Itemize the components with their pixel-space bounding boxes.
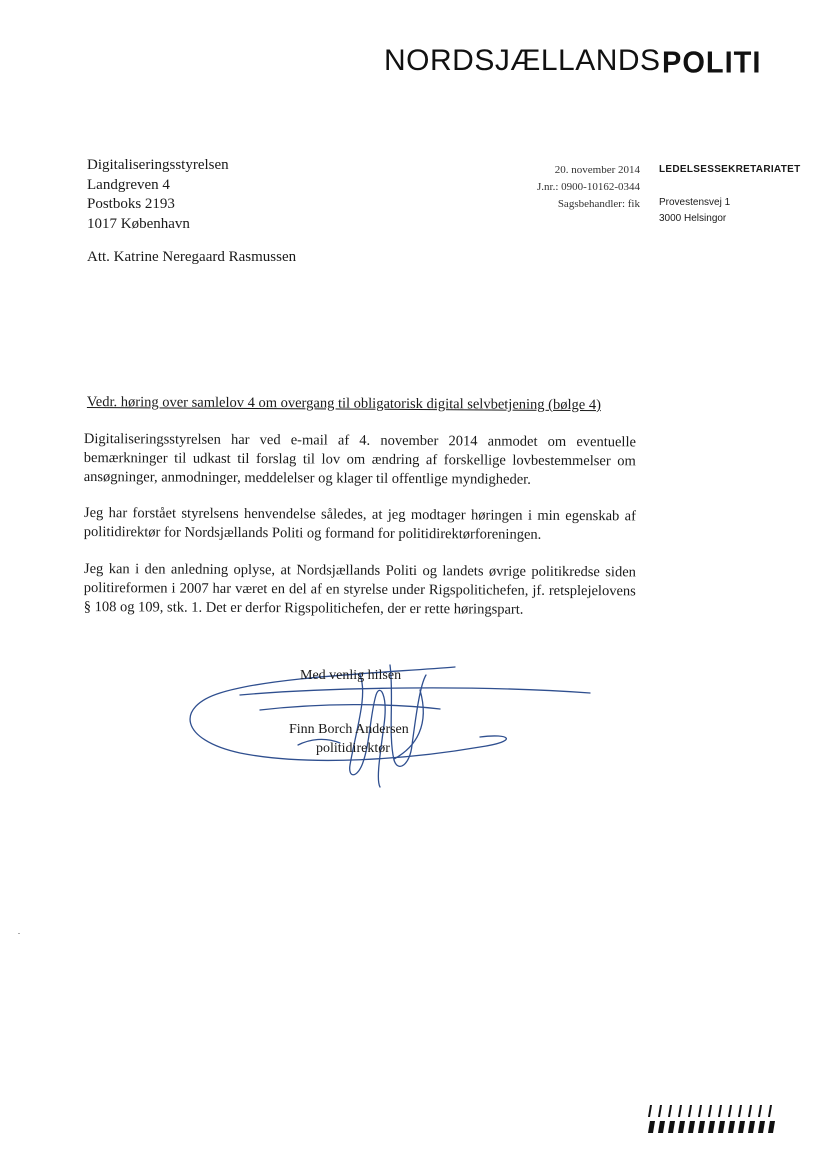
closing-greeting: Med venlig hilsen xyxy=(300,668,402,683)
barcode-icon xyxy=(647,1105,779,1135)
signer-name: Finn Borch Andersen xyxy=(289,722,409,737)
journal-number: J.nr.: 0900-10162-0344 xyxy=(537,181,640,193)
body-paragraph: Jeg kan i den anledning oplyse, at Nordsjællands Politi og landets øvrige politikredse siden politireformen i 2007 har været en del af en styrelse under Rigspolitichefen, jf. retsplejelovens § 108 og 109, stk. 1. Det er derfor Rigspolitichefen, der er rette høringspart. xyxy=(83,561,636,618)
letter-meta xyxy=(470,162,640,213)
recipient-line: Digitaliseringsstyrelsen xyxy=(87,157,229,173)
case-handler: Sagsbehandler: fik xyxy=(557,198,640,210)
body-paragraph: Digitaliseringsstyrelsen har ved e-mail af 4. november 2014 anmodet om eventuelle bemærkninger til udkast til forslag til lov om ændring af forskellige lovbestemmelser om ansøgninger, anmodninger, meddelelser og klager til offentlige myndigheder. xyxy=(83,430,636,488)
recipient-line: Postboks 2193 xyxy=(87,196,175,212)
logo-politi-text: POLITI xyxy=(662,46,762,80)
recipient-line: Landgreven 4 xyxy=(87,176,170,193)
department-address xyxy=(659,195,730,227)
department-city: 3000 Helsingor xyxy=(659,213,727,224)
signer-title: politidirektør xyxy=(316,741,390,756)
logo-district-text: NORDSJÆLLANDS xyxy=(384,44,661,77)
department-name: LEDELSESSEKRETARIATET xyxy=(659,164,801,175)
recipient-line: 1017 København xyxy=(87,215,190,232)
scan-mark xyxy=(18,933,20,934)
recipient-address xyxy=(87,156,229,234)
letter-date: 20. november 2014 xyxy=(554,164,640,176)
department-street: Provestensvej 1 xyxy=(659,197,731,208)
body-paragraph: Jeg har forstået styrelsens henvendelse således, at jeg modtager høringen i min egenskab af politidirektør for Nordsjællands Politi og formand for politidirektørforeningen. xyxy=(83,504,636,543)
attention-line: Att. Katrine Neregaard Rasmussen xyxy=(87,249,297,265)
letter-subject: Vedr. høring over samlelov 4 om overgang til obligatorisk digital selvbetjening (bølge 4) xyxy=(86,394,601,414)
